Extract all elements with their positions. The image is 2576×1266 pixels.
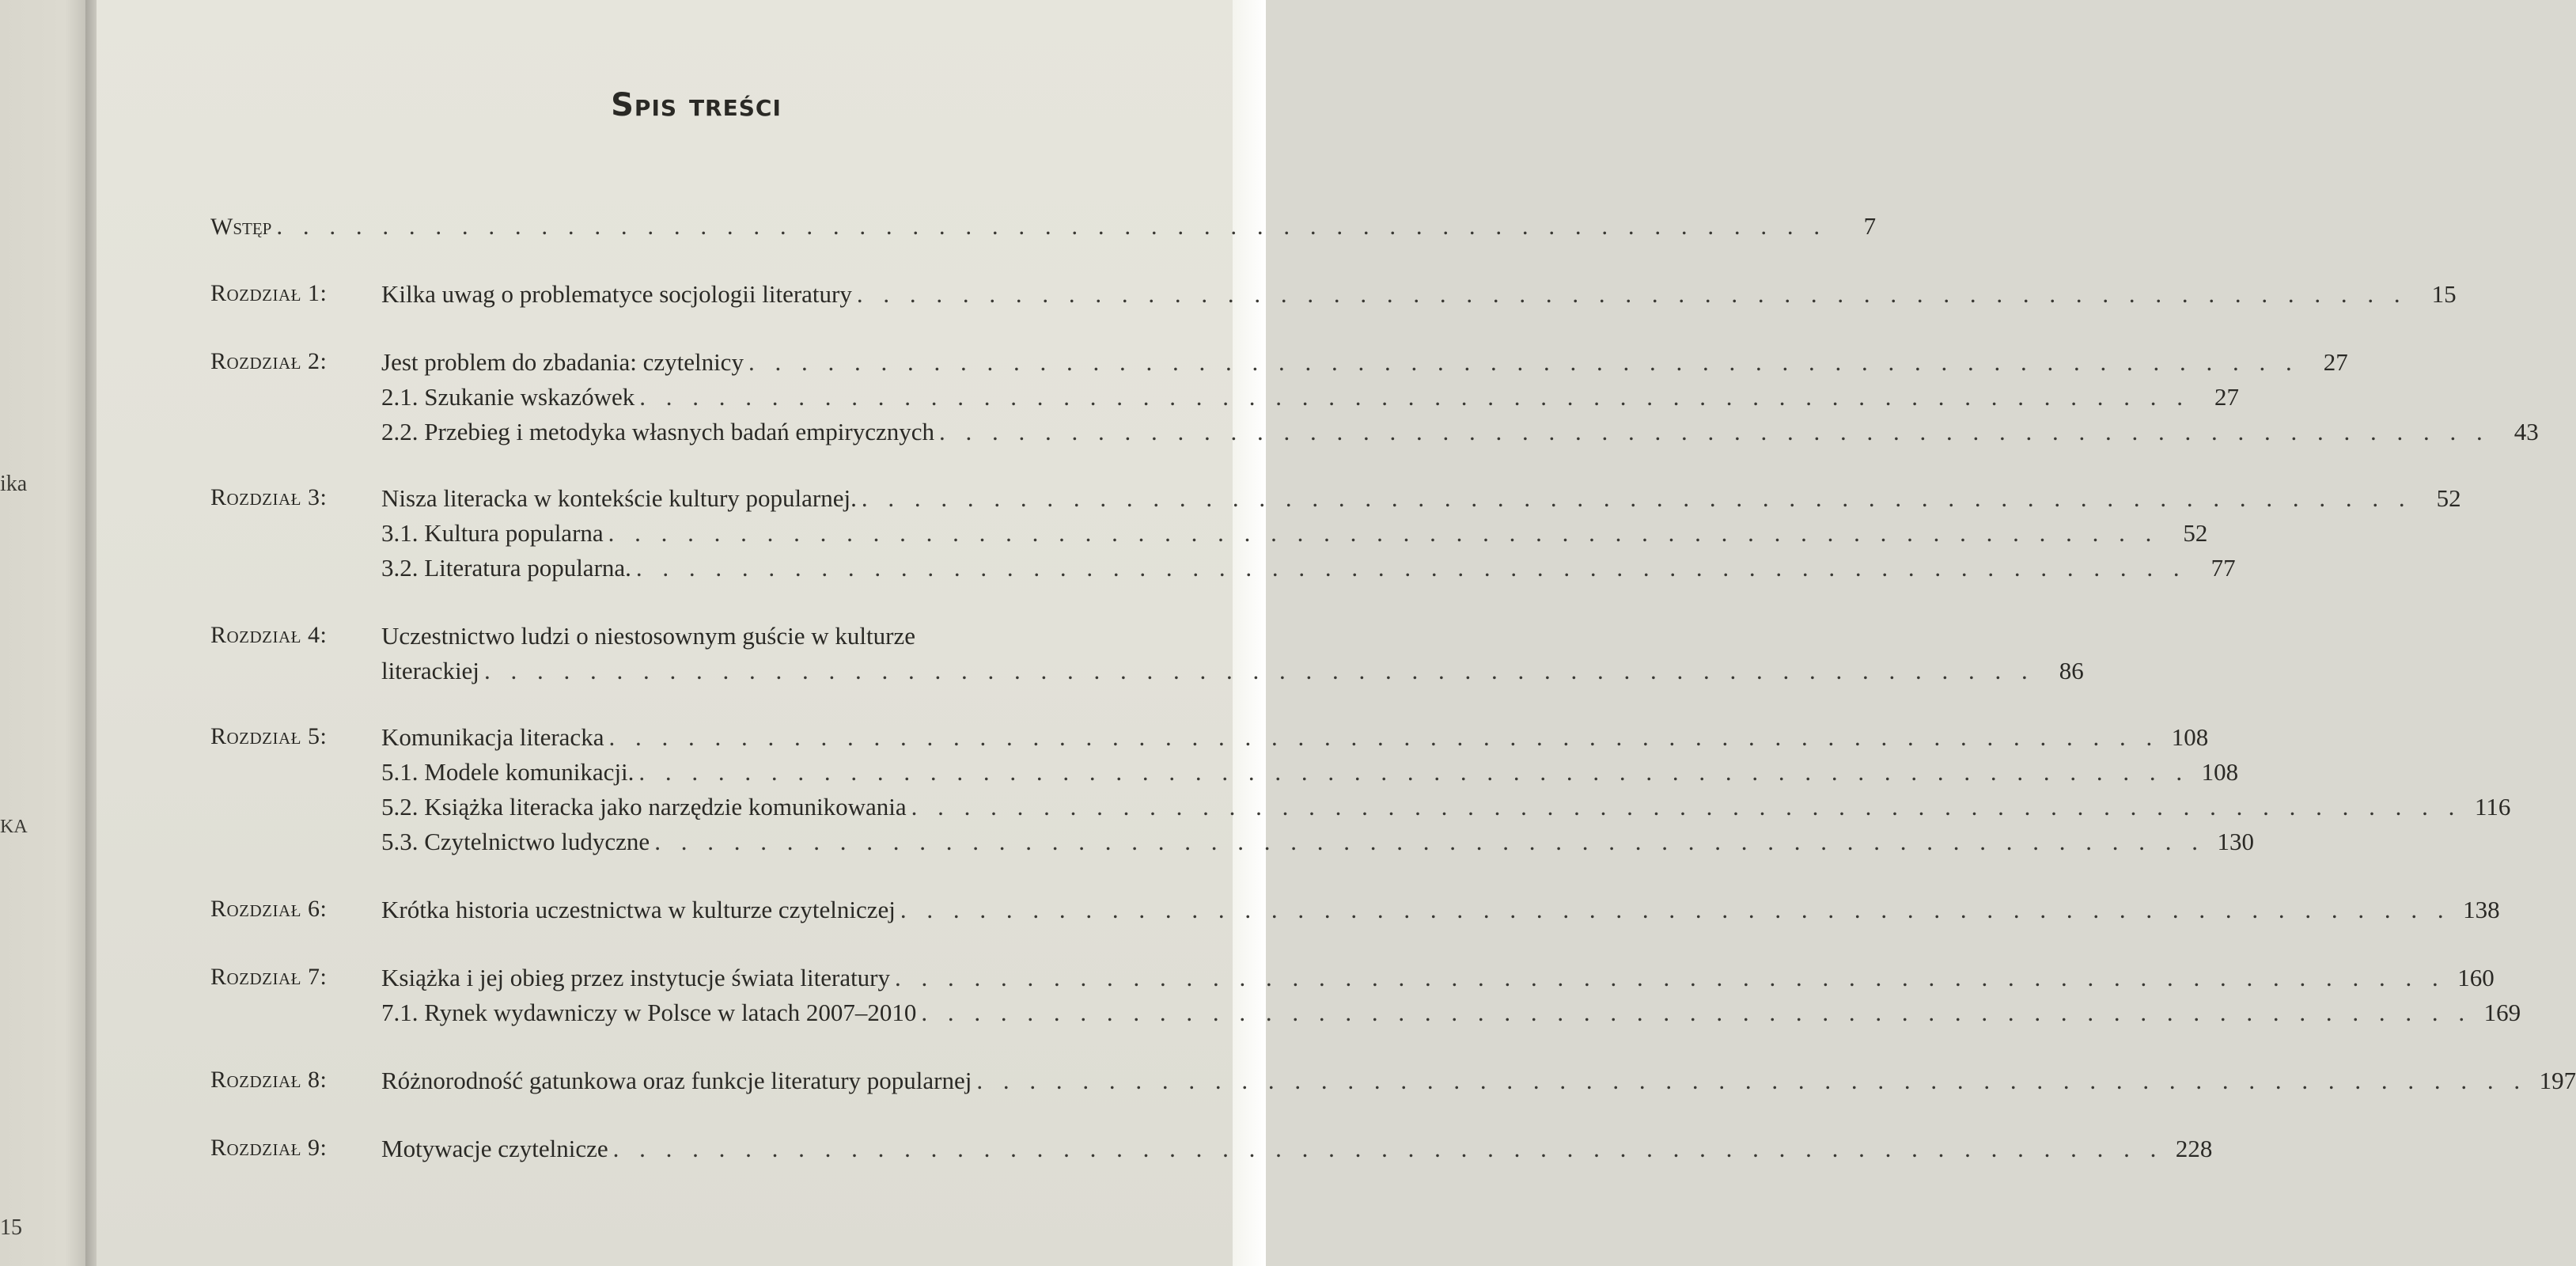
toc-page-number: 7 bbox=[1863, 212, 1877, 240]
chapter-label: Rozdział 3: bbox=[210, 484, 328, 510]
toc-page-number: 52 bbox=[2183, 519, 2208, 547]
subsection-title: 3.1. Kultura popularna bbox=[381, 519, 604, 547]
dot-leader: . . . . . . . . . . . . . . . . . . . . . . . . . . . . . . . . . . . . . . . . . . . . . . . . . . . . . . . . . . . bbox=[608, 723, 2160, 751]
dot-leader: . . . . . . . . . . . . . . . . . . . . . . . . . . . . . . . . . . . . . . . . . . . . . . . . . . . . . . . . . . . bbox=[748, 348, 2299, 376]
subsection-title: 2.2. Przebieg i metodyka własnych badań empirycznych bbox=[381, 418, 934, 445]
chapter-label: Rozdział 1: bbox=[210, 280, 328, 306]
subsection-title: 5.3. Czytelnictwo ludyczne bbox=[381, 828, 650, 855]
toc-page-number: 228 bbox=[2175, 1135, 2213, 1162]
toc-chapter-row bbox=[0, 484, 2461, 519]
toc-chapter-row bbox=[0, 1135, 2213, 1169]
dot-leader: . . . . . . . . . . . . . . . . . . . . . . . . . . . . . . . . . . . . . . . . . . . . . . . . . . . . . . . . . . . bbox=[856, 280, 2407, 308]
toc-entry-intro bbox=[0, 212, 1877, 247]
subsection-title: 7.1. Rynek wydawniczy w Polsce w latach 2007–2010 bbox=[381, 999, 917, 1026]
toc-page-number: 160 bbox=[2457, 964, 2495, 991]
toc-page-number: 15 bbox=[2431, 280, 2457, 308]
dot-leader: . . . . . . . . . . . . . . . . . . . . . . . . . . . . . . . . . . . . . . . . . . . . . . . . . . . . . . . . . . . bbox=[608, 519, 2159, 547]
toc-chapter-row bbox=[0, 964, 2495, 999]
chapter-label: Rozdział 4: bbox=[210, 622, 328, 648]
chapter-title: Jest problem do zbadania: czytelnicy bbox=[381, 348, 744, 376]
dot-leader: . . . . . . . . . . . . . . . . . . . . . . . . . . . . . . . . . . . . . . . . . . . . . . . . . . . . . . . . . . . bbox=[976, 1067, 2528, 1094]
subsection-title: 5.1. Modele komunikacji. bbox=[381, 758, 635, 786]
chapter-label: Rozdział 6: bbox=[210, 896, 328, 922]
toc-chapter-row bbox=[0, 622, 1266, 657]
dot-leader: . . . . . . . . . . . . . . . . . . . . . . . . . . . . . . . . . . . . . . . . . . . . . . . . . . . . . . . . . . . bbox=[900, 896, 2451, 923]
toc-page-number: 77 bbox=[2210, 554, 2236, 582]
toc-subsection-row bbox=[0, 999, 2521, 1033]
toc-page-number: 130 bbox=[2217, 828, 2254, 855]
toc-page-number: 52 bbox=[2436, 484, 2461, 512]
toc-chapter-row bbox=[0, 896, 2500, 931]
toc-page-number: 197 bbox=[2539, 1067, 2576, 1094]
chapter-title: Krótka historia uczestnictwa w kulturze czytelniczej bbox=[381, 896, 896, 923]
toc-subsection-row bbox=[0, 383, 2239, 418]
dot-leader: . . . . . . . . . . . . . . . . . . . . . . . . . . . . . . . . . . . . . . . . . . . . . . . . . . . . . . . . . . . bbox=[635, 554, 2187, 582]
toc-page-number: 116 bbox=[2475, 793, 2511, 821]
toc-subsection-row bbox=[0, 793, 2511, 828]
subsection-title: 2.1. Szukanie wskazówek bbox=[381, 383, 635, 411]
toc-chapter-row bbox=[0, 348, 2348, 383]
chapter-title: Komunikacja literacka bbox=[381, 723, 604, 751]
subsection-title: 5.2. Książka literacka jako narzędzie komunikowania bbox=[381, 793, 907, 821]
dot-leader: . . . . . . . . . . . . . . . . . . . . . . . . . . . . . . . . . . . . . . . . . . . . . . . . . . . . . . . . . . . bbox=[895, 964, 2445, 991]
chapter-title: Kilka uwag o problematyce socjologii literatury bbox=[381, 280, 852, 308]
dot-leader: . . . . . . . . . . . . . . . . . . . . . . . . . . . . . . . . . . . . . . . . . . . . . . . . . . . . . . . . . . . bbox=[276, 212, 1828, 240]
toc-subsection-row bbox=[0, 758, 2239, 793]
dot-leader: . . . . . . . . . . . . . . . . . . . . . . . . . . . . . . . . . . . . . . . . . . . . . . . . . . . . . . . . . . . bbox=[639, 383, 2190, 411]
chapter-label: Rozdział 7: bbox=[210, 964, 328, 990]
dot-leader: . . . . . . . . . . . . . . . . . . . . . . . . . . . . . . . . . . . . . . . . . . . . . . . . . . . . . . . . . . . bbox=[939, 418, 2490, 445]
toc-subsection-row bbox=[0, 554, 2236, 589]
dot-leader: . . . . . . . . . . . . . . . . . . . . . . . . . . . . . . . . . . . . . . . . . . . . . . . . . . . . . . . . . . . bbox=[921, 999, 2472, 1026]
dot-leader: . . . . . . . . . . . . . . . . . . . . . . . . . . . . . . . . . . . . . . . . . . . . . . . . . . . . . . . . . . . bbox=[911, 793, 2462, 821]
chapter-label: Rozdział 9: bbox=[210, 1135, 328, 1161]
toc-subsection-row bbox=[0, 828, 2254, 862]
chapter-title-continued: literackiej bbox=[381, 657, 479, 684]
toc-subsection-row bbox=[0, 418, 2539, 453]
dot-leader: . . . . . . . . . . . . . . . . . . . . . . . . . . . . . . . . . . . . . . . . . . . . . . . . . . . . . . . . . . . bbox=[861, 484, 2412, 512]
chapter-title: Różnorodność gatunkowa oraz funkcje literatury popularnej bbox=[381, 1067, 972, 1094]
dot-leader: . . . . . . . . . . . . . . . . . . . . . . . . . . . . . . . . . . . . . . . . . . . . . . . . . . . . . . . . . . . bbox=[654, 828, 2205, 855]
chapter-title: Uczestnictwo ludzi o niestosownym guście w kulturze bbox=[381, 622, 915, 650]
chapter-label: Rozdział 8: bbox=[210, 1067, 328, 1093]
toc-page-number: 86 bbox=[2059, 657, 2084, 684]
toc-chapter-row-continued bbox=[0, 657, 2084, 692]
toc-entry-label: Wstęp bbox=[210, 214, 272, 240]
toc-page-number: 27 bbox=[2323, 348, 2348, 376]
toc-page-number: 27 bbox=[2214, 383, 2239, 411]
subsection-title: 3.2. Literatura popularna. bbox=[381, 554, 631, 582]
chapter-title: Nisza literacka w kontekście kultury popularnej. bbox=[381, 484, 857, 512]
toc-title: Spis treści bbox=[611, 87, 782, 123]
left-page-number: 15 bbox=[0, 1215, 22, 1240]
toc-subsection-row bbox=[0, 519, 2208, 554]
toc-page-number: 108 bbox=[2171, 723, 2209, 751]
chapter-title: Motywacje czytelnicze bbox=[381, 1135, 608, 1162]
left-page-fragment: ika bbox=[0, 472, 28, 496]
chapter-label: Rozdział 2: bbox=[210, 348, 328, 374]
chapter-label: Rozdział 5: bbox=[210, 723, 328, 749]
dot-leader: . . . . . . . . . . . . . . . . . . . . . . . . . . . . . . . . . . . . . . . . . . . . . . . . . . . . . . . . . . . bbox=[612, 1135, 2164, 1162]
dot-leader: . . . . . . . . . . . . . . . . . . . . . . . . . . . . . . . . . . . . . . . . . . . . . . . . . . . . . . . . . . . bbox=[638, 758, 2190, 786]
left-page-fragment: KA bbox=[0, 817, 28, 837]
dot-leader: . . . . . . . . . . . . . . . . . . . . . . . . . . . . . . . . . . . . . . . . . . . . . . . . . . . . . . . . . . . bbox=[483, 657, 2035, 684]
toc-chapter-row bbox=[0, 723, 2209, 758]
toc-page-number: 169 bbox=[2483, 999, 2521, 1026]
toc-chapter-row bbox=[0, 1067, 2576, 1101]
toc-page-number: 43 bbox=[2513, 418, 2539, 445]
toc-page-number: 108 bbox=[2201, 758, 2239, 786]
chapter-title: Książka i jej obieg przez instytucje świata literatury bbox=[381, 964, 891, 991]
toc-chapter-row bbox=[0, 280, 2457, 315]
toc-page-number: 138 bbox=[2463, 896, 2500, 923]
